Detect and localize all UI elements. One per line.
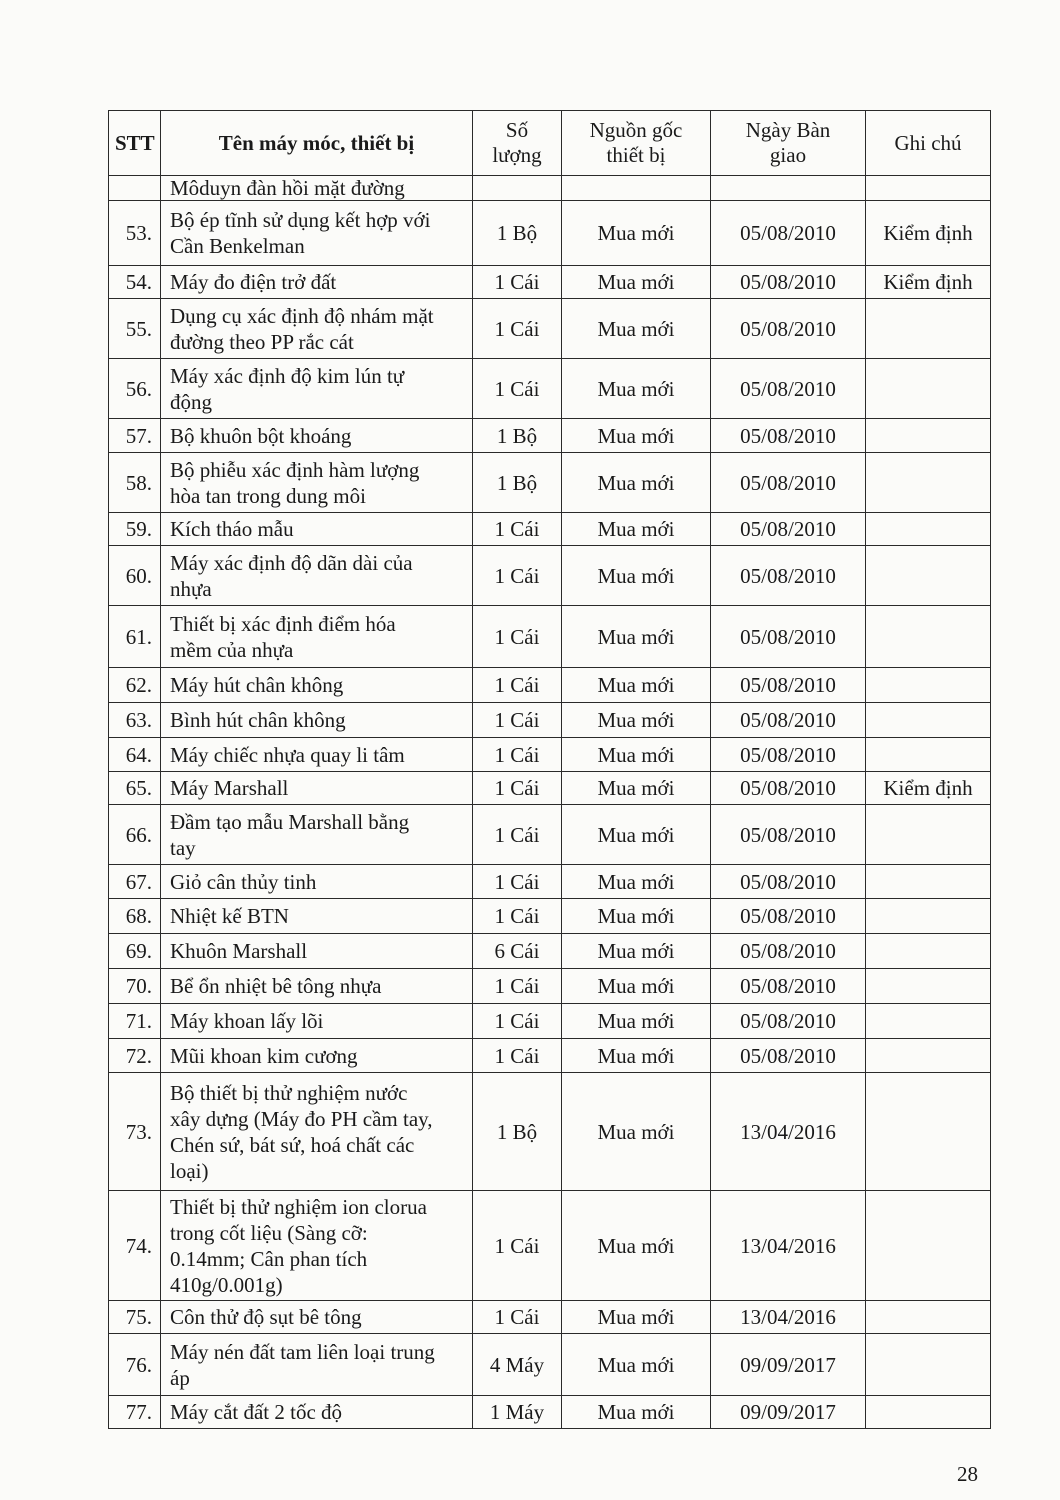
table-row: [109, 606, 991, 668]
cell-handover-date: 09/09/2017: [711, 1396, 866, 1429]
table-row: [109, 453, 991, 513]
cell-origin: Mua mới: [562, 513, 711, 546]
table-row: [109, 899, 991, 934]
cell-origin: Mua mới: [562, 606, 711, 668]
cell-origin: Mua mới: [562, 1191, 711, 1301]
cell-origin: Mua mới: [562, 969, 711, 1004]
cell-quantity: 4 Máy: [473, 1334, 562, 1396]
cell-stt: 74.: [109, 1191, 161, 1301]
cell-name: Môduyn đàn hồi mặt đường: [161, 176, 473, 201]
cell-notes: [866, 299, 991, 359]
cell-name: Giỏ cân thủy tinh: [161, 865, 473, 899]
table-row: [109, 1301, 991, 1334]
cell-quantity: 1 Cái: [473, 606, 562, 668]
cell-handover-date: 05/08/2010: [711, 772, 866, 805]
cell-name: Máy nén đất tam liên loại trung áp: [161, 1334, 473, 1396]
cell-handover-date: 05/08/2010: [711, 703, 866, 738]
cell-name: Bộ khuôn bột khoáng: [161, 419, 473, 453]
table-row: [109, 1039, 991, 1073]
cell-name: Máy xác định độ kim lún tự động: [161, 359, 473, 419]
cell-stt: 56.: [109, 359, 161, 419]
cell-origin: Mua mới: [562, 738, 711, 772]
cell-stt: 76.: [109, 1334, 161, 1396]
cell-stt: 77.: [109, 1396, 161, 1429]
table-row: [109, 546, 991, 606]
cell-notes: [866, 419, 991, 453]
cell-handover-date: 05/08/2010: [711, 934, 866, 969]
cell-notes: Kiểm định: [866, 266, 991, 299]
cell-origin: Mua mới: [562, 1073, 711, 1191]
cell-quantity: 1 Bộ: [473, 201, 562, 266]
cell-quantity: 1 Cái: [473, 546, 562, 606]
cell-stt: 55.: [109, 299, 161, 359]
cell-stt: 54.: [109, 266, 161, 299]
cell-qty: [473, 176, 562, 201]
cell-handover-date: 13/04/2016: [711, 1191, 866, 1301]
table-row: [109, 805, 991, 865]
cell-name: Máy đo điện trở đất: [161, 266, 473, 299]
cell-quantity: 1 Bộ: [473, 419, 562, 453]
cell-name: Máy hút chân không: [161, 668, 473, 703]
cell-name: Bộ thiết bị thử nghiệm nước xây dựng (Máy đo PH cầm tay, Chén sứ, bát sứ, hoá chất các loại): [161, 1073, 473, 1191]
cell-name: Máy chiếc nhựa quay li tâm: [161, 738, 473, 772]
cell-quantity: 1 Cái: [473, 299, 562, 359]
cell-name: Thiết bị xác định điểm hóa mềm của nhựa: [161, 606, 473, 668]
cell-handover-date: 05/08/2010: [711, 738, 866, 772]
cell-name: Mũi khoan kim cương: [161, 1039, 473, 1073]
cell-quantity: 1 Cái: [473, 1191, 562, 1301]
cell-name: Kích tháo mẫu: [161, 513, 473, 546]
cell-stt: 59.: [109, 513, 161, 546]
table-row: [109, 772, 991, 805]
table-row: [109, 266, 991, 299]
cell-origin: Mua mới: [562, 453, 711, 513]
cell-name: Nhiệt kế BTN: [161, 899, 473, 934]
cell-origin: Mua mới: [562, 299, 711, 359]
table-row: [109, 1004, 991, 1039]
header-handover-date: Ngày Bàn giao: [711, 111, 866, 176]
cell-notes: [866, 934, 991, 969]
page-number: 28: [957, 1462, 978, 1486]
cell-handover-date: 05/08/2010: [711, 865, 866, 899]
cell-quantity: 1 Bộ: [473, 453, 562, 513]
cell-name: Khuôn Marshall: [161, 934, 473, 969]
cell-quantity: 1 Cái: [473, 738, 562, 772]
cell-name: Máy xác định độ dãn dài của nhựa: [161, 546, 473, 606]
cell-stt: 75.: [109, 1301, 161, 1334]
cell-origin: Mua mới: [562, 899, 711, 934]
cell-notes: [866, 703, 991, 738]
cell-stt: 53.: [109, 201, 161, 266]
cell-handover-date: 13/04/2016: [711, 1073, 866, 1191]
cell-origin: Mua mới: [562, 266, 711, 299]
cell-name: Bộ ép tĩnh sử dụng kết hợp với Cần Benkelman: [161, 201, 473, 266]
cell-quantity: 1 Cái: [473, 703, 562, 738]
cell-handover-date: 05/08/2010: [711, 299, 866, 359]
cell-origin: Mua mới: [562, 805, 711, 865]
cell-note: [866, 176, 991, 201]
cell-name: Bình hút chân không: [161, 703, 473, 738]
cell-stt: 65.: [109, 772, 161, 805]
cell-stt: 57.: [109, 419, 161, 453]
cell-name: Côn thử độ sụt bê tông: [161, 1301, 473, 1334]
header-quantity: Số lượng: [473, 111, 562, 176]
cell-notes: Kiểm định: [866, 201, 991, 266]
table-row: [109, 668, 991, 703]
cell-stt: 70.: [109, 969, 161, 1004]
cell-handover-date: 05/08/2010: [711, 513, 866, 546]
header-stt: STT: [109, 111, 161, 176]
table-row: [109, 969, 991, 1004]
cell-stt: 61.: [109, 606, 161, 668]
cell-stt: 66.: [109, 805, 161, 865]
cell-quantity: 1 Cái: [473, 865, 562, 899]
continuation-row: [109, 176, 991, 201]
cell-name: Máy khoan lấy lõi: [161, 1004, 473, 1039]
cell-quantity: 1 Cái: [473, 1004, 562, 1039]
cell-quantity: 6 Cái: [473, 934, 562, 969]
cell-origin: Mua mới: [562, 419, 711, 453]
cell-stt: 71.: [109, 1004, 161, 1039]
cell-notes: [866, 899, 991, 934]
cell-stt: 63.: [109, 703, 161, 738]
table-row: [109, 419, 991, 453]
cell-origin: Mua mới: [562, 865, 711, 899]
cell-stt: 69.: [109, 934, 161, 969]
cell-notes: [866, 1191, 991, 1301]
cell-name: Bể ổn nhiệt bê tông nhựa: [161, 969, 473, 1004]
cell-origin: Mua mới: [562, 546, 711, 606]
table-row: [109, 201, 991, 266]
cell-name: Dụng cụ xác định độ nhám mặt đường theo PP rắc cát: [161, 299, 473, 359]
table-row: [109, 865, 991, 899]
cell-quantity: 1 Máy: [473, 1396, 562, 1429]
cell-name: Thiết bị thử nghiệm ion clorua trong cốt liệu (Sàng cỡ: 0.14mm; Cân phan tích 410g/0.001g): [161, 1191, 473, 1301]
cell-handover-date: 05/08/2010: [711, 546, 866, 606]
table-header-row: [109, 111, 991, 176]
cell-notes: [866, 546, 991, 606]
cell-name: Máy Marshall: [161, 772, 473, 805]
cell-quantity: 1 Cái: [473, 899, 562, 934]
cell-handover-date: 05/08/2010: [711, 1004, 866, 1039]
table-row: [109, 1191, 991, 1301]
cell-notes: [866, 359, 991, 419]
cell-handover-date: 05/08/2010: [711, 668, 866, 703]
cell-origin: Mua mới: [562, 1004, 711, 1039]
cell-notes: [866, 453, 991, 513]
cell-origin: Mua mới: [562, 1396, 711, 1429]
cell-handover-date: 05/08/2010: [711, 1039, 866, 1073]
cell-origin: Mua mới: [562, 1039, 711, 1073]
cell-date: [711, 176, 866, 201]
cell-stt: 58.: [109, 453, 161, 513]
cell-notes: [866, 805, 991, 865]
cell-notes: [866, 668, 991, 703]
cell-handover-date: 05/08/2010: [711, 969, 866, 1004]
cell-stt: 68.: [109, 899, 161, 934]
cell-quantity: 1 Cái: [473, 1039, 562, 1073]
cell-handover-date: 05/08/2010: [711, 899, 866, 934]
cell-notes: [866, 606, 991, 668]
cell-origin: Mua mới: [562, 934, 711, 969]
cell-stt: 67.: [109, 865, 161, 899]
cell-origin: Mua mới: [562, 668, 711, 703]
cell-notes: [866, 865, 991, 899]
cell-handover-date: 05/08/2010: [711, 606, 866, 668]
cell-quantity: 1 Cái: [473, 1301, 562, 1334]
table-row: [109, 1073, 991, 1191]
table-row: [109, 738, 991, 772]
cell-quantity: 1 Bộ: [473, 1073, 562, 1191]
cell-quantity: 1 Cái: [473, 668, 562, 703]
cell-origin: [562, 176, 711, 201]
cell-quantity: 1 Cái: [473, 772, 562, 805]
cell-quantity: 1 Cái: [473, 266, 562, 299]
cell-handover-date: 05/08/2010: [711, 805, 866, 865]
cell-name: Bộ phiễu xác định hàm lượng hòa tan trong dung môi: [161, 453, 473, 513]
cell-stt: 62.: [109, 668, 161, 703]
cell-notes: [866, 513, 991, 546]
header-origin: Nguồn gốc thiết bị: [562, 111, 711, 176]
cell-notes: [866, 1004, 991, 1039]
cell-stt: 72.: [109, 1039, 161, 1073]
cell-handover-date: 05/08/2010: [711, 453, 866, 513]
table-row: [109, 299, 991, 359]
cell-stt: [109, 176, 161, 201]
cell-notes: [866, 1039, 991, 1073]
header-name: Tên máy móc, thiết bị: [161, 111, 473, 176]
cell-handover-date: 13/04/2016: [711, 1301, 866, 1334]
cell-handover-date: 05/08/2010: [711, 266, 866, 299]
cell-origin: Mua mới: [562, 359, 711, 419]
table-row: [109, 1396, 991, 1429]
cell-handover-date: 09/09/2017: [711, 1334, 866, 1396]
cell-origin: Mua mới: [562, 1301, 711, 1334]
cell-name: Đầm tạo mẫu Marshall bằng tay: [161, 805, 473, 865]
cell-name: Máy cắt đất 2 tốc độ: [161, 1396, 473, 1429]
cell-quantity: 1 Cái: [473, 359, 562, 419]
table-row: [109, 359, 991, 419]
cell-handover-date: 05/08/2010: [711, 419, 866, 453]
cell-quantity: 1 Cái: [473, 805, 562, 865]
cell-origin: Mua mới: [562, 703, 711, 738]
cell-handover-date: 05/08/2010: [711, 201, 866, 266]
table-row: [109, 1334, 991, 1396]
header-notes: Ghi chú: [866, 111, 991, 176]
table-row: [109, 513, 991, 546]
cell-quantity: 1 Cái: [473, 969, 562, 1004]
cell-quantity: 1 Cái: [473, 513, 562, 546]
cell-notes: [866, 1301, 991, 1334]
cell-notes: [866, 969, 991, 1004]
cell-origin: Mua mới: [562, 201, 711, 266]
cell-notes: [866, 1396, 991, 1429]
cell-stt: 64.: [109, 738, 161, 772]
cell-notes: [866, 738, 991, 772]
cell-stt: 60.: [109, 546, 161, 606]
table-row: [109, 703, 991, 738]
cell-notes: Kiểm định: [866, 772, 991, 805]
cell-handover-date: 05/08/2010: [711, 359, 866, 419]
cell-origin: Mua mới: [562, 1334, 711, 1396]
cell-stt: 73.: [109, 1073, 161, 1191]
table-row: [109, 934, 991, 969]
equipment-table: [108, 110, 991, 1429]
cell-notes: [866, 1073, 991, 1191]
cell-notes: [866, 1334, 991, 1396]
cell-origin: Mua mới: [562, 772, 711, 805]
